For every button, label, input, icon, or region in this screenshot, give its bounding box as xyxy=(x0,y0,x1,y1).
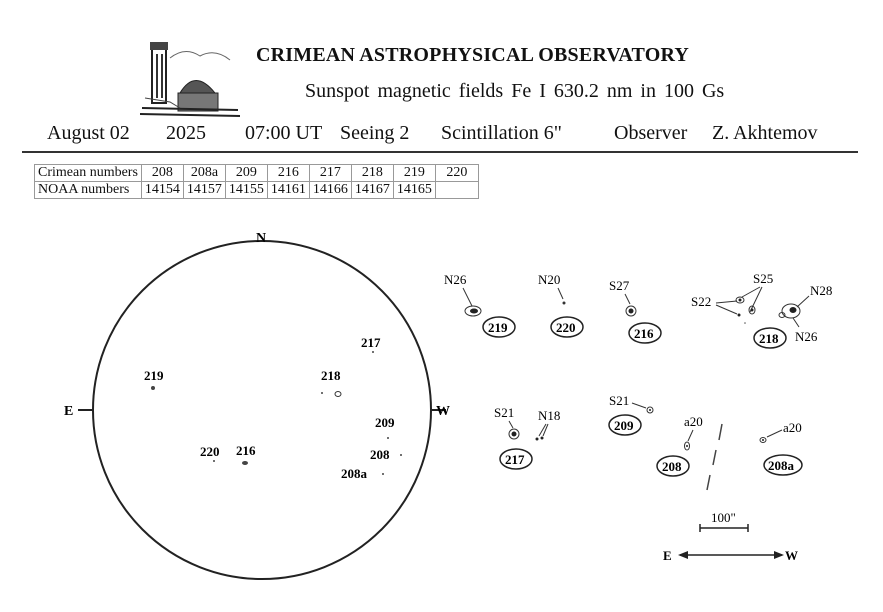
field-label: S21 xyxy=(494,405,515,420)
leader-line xyxy=(463,288,472,306)
sunspot-umbra xyxy=(738,314,741,317)
leader-line xyxy=(509,421,513,428)
disk-group-label: 208 xyxy=(370,447,390,462)
leader-line xyxy=(793,318,799,327)
sunspot-umbra xyxy=(739,299,742,302)
arrow-east-label: E xyxy=(663,548,672,563)
field-label: N26 xyxy=(444,272,467,287)
disk-group-label: 218 xyxy=(321,368,341,383)
arrow-head-east xyxy=(678,551,688,559)
table-cell: 218 xyxy=(351,165,393,182)
field-label: N20 xyxy=(538,272,561,287)
table-cell: 14154 xyxy=(141,182,183,199)
sunspot-umbra xyxy=(751,309,754,312)
row-label: NOAA numbers xyxy=(35,182,142,199)
observation-year: 2025 xyxy=(166,122,206,144)
page-subtitle: Sunspot magnetic fields Fe I 630.2 nm in 100 Gs xyxy=(305,80,725,102)
leader-line xyxy=(688,430,693,441)
arrow-head-west xyxy=(774,551,784,559)
field-label: S25 xyxy=(753,271,774,286)
seeing-value: Seeing 2 xyxy=(340,122,410,144)
group-badge-label: 209 xyxy=(614,418,634,433)
arrow-west-label: W xyxy=(785,548,798,563)
disk-group-label: 208a xyxy=(341,466,367,481)
sunspot-umbra xyxy=(762,439,764,441)
sunspot-marker xyxy=(387,437,389,439)
table-cell: 220 xyxy=(435,165,478,182)
sunspot-umbra xyxy=(744,322,746,324)
group-badge-label: 216 xyxy=(634,326,654,341)
leader-line xyxy=(716,305,737,314)
row-label: Crimean numbers xyxy=(35,165,142,182)
table-cell: 14157 xyxy=(183,182,225,199)
table-cell: 14161 xyxy=(267,182,309,199)
group-badge-label: 220 xyxy=(556,320,576,335)
sunspot-marker xyxy=(321,392,323,394)
table-cell: 14155 xyxy=(225,182,267,199)
leader-line xyxy=(558,288,563,299)
table-cell: 219 xyxy=(393,165,435,182)
field-label: N18 xyxy=(538,408,561,423)
field-label: N28 xyxy=(810,283,833,298)
disk-group-label: 217 xyxy=(361,335,381,350)
sunspot-umbra xyxy=(686,445,688,447)
sunspot-umbra xyxy=(790,307,797,313)
field-label: N26 xyxy=(795,329,818,344)
table-cell: 209 xyxy=(225,165,267,182)
leader-line xyxy=(716,301,737,303)
field-label: S22 xyxy=(691,294,712,309)
solar-disk xyxy=(93,241,431,579)
scintillation-value: Scintillation 6" xyxy=(441,122,562,144)
field-label: S27 xyxy=(609,278,630,293)
sunspot-umbra xyxy=(563,302,566,305)
observer-label: Observer xyxy=(614,122,688,144)
sunspot-marker xyxy=(151,386,155,390)
east-label: E xyxy=(64,404,74,419)
leader-line xyxy=(767,430,782,437)
limb-line xyxy=(707,424,722,490)
scale-label: 100" xyxy=(711,510,736,525)
sunspot-marker xyxy=(335,392,341,397)
leader-line xyxy=(742,287,760,297)
sunspot-marker xyxy=(242,461,248,465)
observation-date: August 02 xyxy=(47,122,130,144)
table-cell: 217 xyxy=(309,165,351,182)
table-cell: 14165 xyxy=(393,182,435,199)
leader-line xyxy=(797,296,809,307)
field-label: S21 xyxy=(609,393,630,408)
sunspot-marker xyxy=(372,351,374,353)
group-badge-label: 219 xyxy=(488,320,508,335)
field-label: a20 xyxy=(684,414,703,429)
sunspot-umbra xyxy=(470,309,478,314)
sunspot-umbra xyxy=(512,432,517,437)
sunspot-umbra xyxy=(629,309,634,314)
sunspot-marker xyxy=(382,473,384,475)
leader-line xyxy=(632,403,646,408)
sunspot-marker xyxy=(213,460,215,462)
table-cell: 14166 xyxy=(309,182,351,199)
sunspot-umbra xyxy=(536,438,539,441)
field-label: a20 xyxy=(783,420,802,435)
group-badge-label: 217 xyxy=(505,452,525,467)
leader-line xyxy=(539,424,546,436)
disk-group-label: 209 xyxy=(375,415,395,430)
group-badge-label: 208 xyxy=(662,459,682,474)
sunspot-umbra xyxy=(541,437,544,440)
disk-group-label: 220 xyxy=(200,444,220,459)
sunspot-umbra xyxy=(649,409,651,411)
disk-group-label: 219 xyxy=(144,368,164,383)
observer-name: Z. Akhtemov xyxy=(712,122,818,144)
group-badge-label: 218 xyxy=(759,331,779,346)
leader-line xyxy=(625,294,630,304)
page-title: CRIMEAN ASTROPHYSICAL OBSERVATORY xyxy=(256,44,690,66)
group-badge-label: 208a xyxy=(768,458,794,473)
west-label: W xyxy=(436,404,450,419)
table-cell: 14167 xyxy=(351,182,393,199)
table-cell: 216 xyxy=(267,165,309,182)
table-cell: 208a xyxy=(183,165,225,182)
leader-line xyxy=(750,287,762,312)
sunspot-marker xyxy=(400,454,402,456)
north-label: N xyxy=(256,231,267,246)
table-cell: 208 xyxy=(141,165,183,182)
observation-time: 07:00 UT xyxy=(245,122,323,144)
disk-group-label: 216 xyxy=(236,443,256,458)
